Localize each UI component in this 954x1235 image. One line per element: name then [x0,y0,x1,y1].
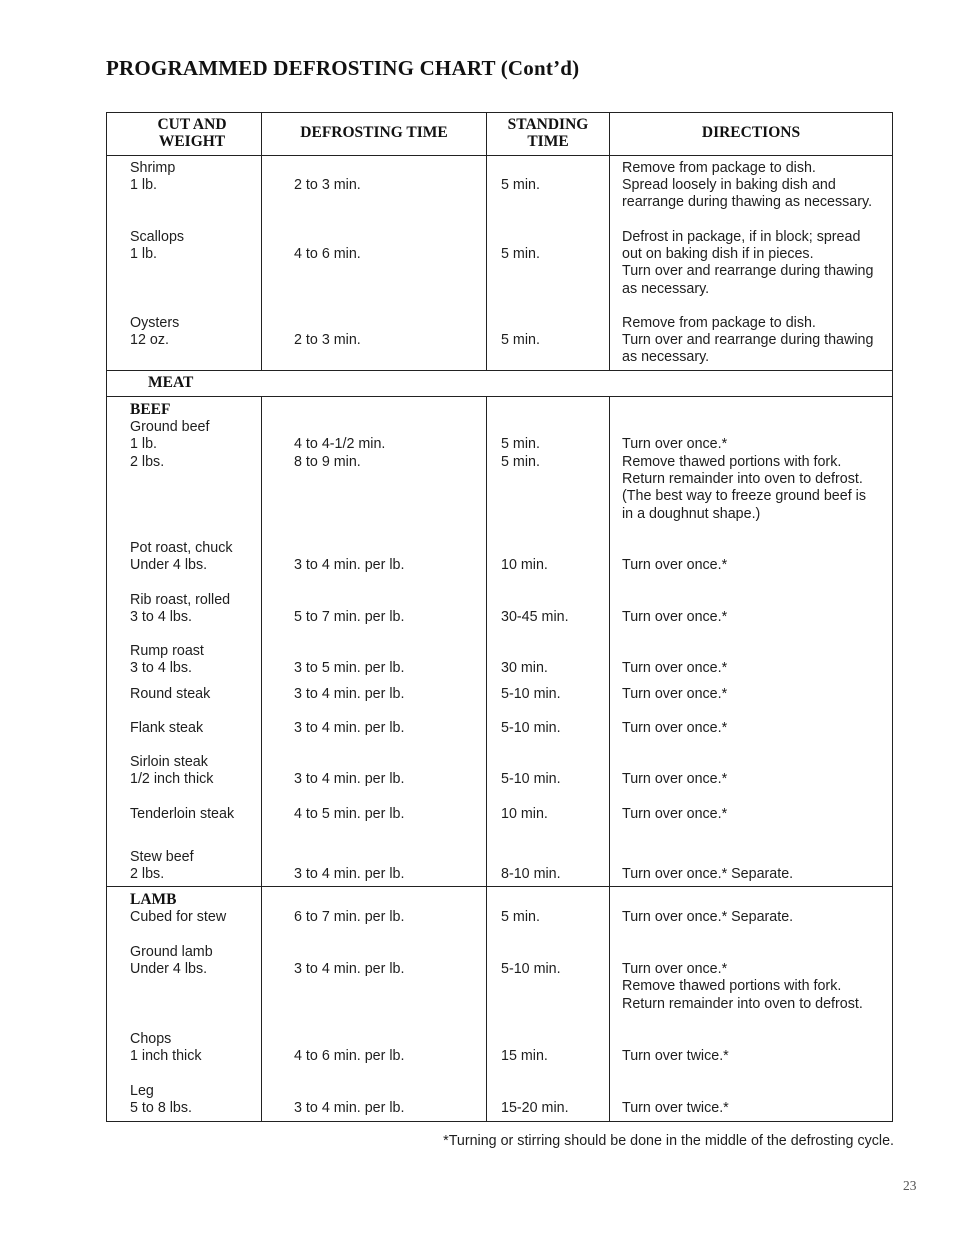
direction-line: as necessary. [622,349,710,366]
cut-weight: 1 lb. [130,436,158,453]
page-title: PROGRAMMED DEFROSTING CHART (Cont’d) [106,56,580,80]
lamb-rule [106,886,893,887]
direction-line: Turn over twice.* [622,1048,729,1065]
direction-line: Remove thawed portions with fork. [622,454,842,470]
defrosting-time-value: 6 to 7 min. per lb. [294,909,405,925]
direction-line: Turn over once.* Separate. [622,866,794,883]
meat-rule-top [106,370,893,371]
cut-weight: 2 lbs. [130,866,165,883]
cut-name: Pot roast, chuck [130,540,233,556]
cut-weight: 1/2 inch thick [130,771,214,788]
direction-line: Remove from package to dish. [622,160,816,176]
standing-time-value: 5 min. [501,909,540,925]
defrosting-time-value: 3 to 4 min. per lb. [294,720,405,736]
cut-name: Round steak [130,686,211,702]
standing-time-value: 10 min. [501,806,548,822]
direction-line: Turn over once.* [622,806,728,822]
direction-line: (The best way to freeze ground beef is [622,488,866,505]
standing-time-value: 5-10 min. [501,771,561,788]
standing-time-value: 5 min. [501,436,540,453]
cut-name: Scallops [130,229,185,245]
defrosting-time-value: 3 to 5 min. per lb. [294,660,405,677]
defrosting-time-value: 3 to 4 min. per lb. [294,557,405,574]
cut-weight: 1 inch thick [130,1048,202,1065]
standing-time-value: 5-10 min. [501,961,561,978]
cut-name: Oysters [130,315,180,331]
page-number: 23 [903,1178,917,1193]
defrosting-time-value: 3 to 4 min. per lb. [294,961,405,978]
direction-line: Turn over once.* [622,436,728,453]
section-label-beef: BEEF [130,401,171,418]
direction-line: Turn over once.* [622,720,728,736]
cut-weight: 12 oz. [130,332,169,349]
table-border-top [106,112,893,113]
defrosting-time-value: 3 to 4 min. per lb. [294,771,405,788]
standing-time-value: 5 min. [501,332,540,349]
defrosting-time-value: 4 to 4-1/2 min. [294,436,386,453]
table-border-right [892,112,893,1122]
section-label-lamb: LAMB [130,891,177,908]
defrosting-time-value: 3 to 4 min. per lb. [294,866,405,883]
header-time: TIME [527,133,569,150]
meat-rule-bottom [106,396,893,397]
cut-name: Flank steak [130,720,204,736]
direction-line: as necessary. [622,280,710,297]
defrosting-time-value: 8 to 9 min. [294,454,361,470]
direction-line: Turn over once.* [622,771,728,788]
direction-line: Return remainder into oven to defrost. [622,471,863,488]
standing-time-value: 5-10 min. [501,686,561,702]
direction-line: Return remainder into oven to defrost. [622,995,863,1012]
cut-name: Tenderloin steak [130,806,235,822]
table-border-left [106,112,107,1122]
cut-weight: Under 4 lbs. [130,961,208,978]
cut-name: Stew beef [130,849,194,865]
cut-name: Ground beef [130,419,210,435]
cut-weight: Under 4 lbs. [130,557,208,574]
defrosting-time-value: 4 to 6 min. [294,246,361,263]
defrosting-time-value: 5 to 7 min. per lb. [294,609,405,626]
defrosting-time-value: 4 to 5 min. per lb. [294,806,405,822]
cut-name: Cubed for stew [130,909,227,925]
cut-name: Ground lamb [130,944,213,960]
defrosting-chart-table [106,112,893,1122]
cut-name: Leg [130,1083,154,1099]
header-standing: STANDING [507,116,589,133]
header-cut-and: CUT AND [157,116,227,133]
direction-line: Turn over once.* [622,609,728,626]
direction-line: out on baking dish if in pieces. [622,246,814,263]
cut-name: Shrimp [130,160,176,176]
direction-line: Turn over once.* [622,686,728,702]
column-divider [609,112,610,370]
standing-time-value: 30-45 min. [501,609,569,626]
standing-time-value: 5-10 min. [501,720,561,736]
cut-weight: 5 to 8 lbs. [130,1100,192,1117]
cut-name: Rib roast, rolled [130,592,231,608]
defrosting-time-value: 4 to 6 min. per lb. [294,1048,405,1065]
cut-weight: 2 lbs. [130,454,165,470]
header-rule [106,155,893,156]
direction-line: Turn over once.* Separate. [622,909,794,925]
defrosting-time-value: 2 to 3 min. [294,332,361,349]
direction-line: Turn over once.* [622,961,728,978]
direction-line: Remove from package to dish. [622,315,816,331]
standing-time-value: 10 min. [501,557,548,574]
section-label-meat: MEAT [148,374,194,391]
direction-line: Defrost in package, if in block; spread [622,229,861,245]
standing-time-value: 8-10 min. [501,866,561,883]
direction-line: Turn over once.* [622,660,728,677]
header-defrosting-time: DEFROSTING TIME [300,124,448,141]
cut-weight: 1 lb. [130,177,158,194]
standing-time-value: 30 min. [501,660,548,677]
column-divider [261,396,262,1122]
standing-time-value: 15 min. [501,1048,548,1065]
direction-line: Spread loosely in baking dish and [622,177,836,194]
direction-line: Turn over once.* [622,557,728,574]
column-divider [486,112,487,370]
standing-time-value: 5 min. [501,454,540,470]
header-standing-time [487,116,609,150]
footnote: *Turning or stirring should be done in the middle of the defrosting cycle. [443,1133,894,1149]
direction-line: rearrange during thawing as necessary. [622,194,873,211]
column-divider [486,396,487,1122]
standing-time-value: 5 min. [501,177,540,194]
cut-weight: 3 to 4 lbs. [130,660,192,677]
direction-line: in a doughnut shape.) [622,505,761,522]
defrosting-time-value: 3 to 4 min. per lb. [294,686,405,702]
column-divider [609,396,610,1122]
standing-time-value: 15-20 min. [501,1100,569,1117]
direction-line: Turn over twice.* [622,1100,729,1117]
cut-weight: 3 to 4 lbs. [130,609,192,626]
defrosting-time-value: 3 to 4 min. per lb. [294,1100,405,1117]
cut-weight: 1 lb. [130,246,158,263]
defrosting-time-value: 2 to 3 min. [294,177,361,194]
column-divider [261,112,262,370]
direction-line: Turn over and rearrange during thawing [622,263,874,280]
cut-name: Rump roast [130,643,204,659]
cut-name: Sirloin steak [130,754,208,770]
header-cut-and-weight [106,116,278,150]
header-directions: DIRECTIONS [701,124,801,141]
table-border-bottom [106,1121,893,1122]
standing-time-value: 5 min. [501,246,540,263]
direction-line: Turn over and rearrange during thawing [622,332,874,349]
direction-line: Remove thawed portions with fork. [622,978,842,995]
header-weight: WEIGHT [158,133,226,150]
cut-name: Chops [130,1031,172,1047]
